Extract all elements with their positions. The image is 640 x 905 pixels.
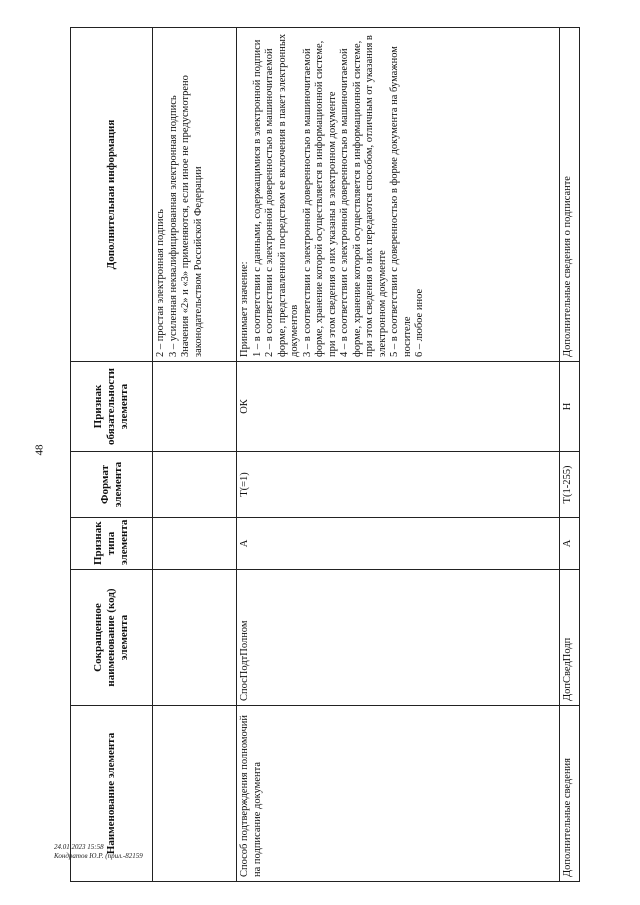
row3-format: Т(1-255) bbox=[560, 452, 580, 518]
table-row bbox=[237, 28, 560, 882]
page-number: 48 bbox=[33, 444, 46, 456]
row3-type: А bbox=[560, 518, 580, 570]
row3-info: Дополнительные сведения о подписанте bbox=[560, 28, 580, 362]
row3-code: ДопСведПодп bbox=[560, 570, 580, 706]
header-element-code: Сокращенное наименование (код) элемента bbox=[71, 570, 153, 706]
info-line: Принимает значение: bbox=[239, 261, 250, 357]
stamp-author: Кондратов Ю.Р. (прил.-82159 bbox=[54, 852, 143, 860]
row1-format bbox=[153, 452, 237, 518]
row2-code: СпосПодтПолном bbox=[237, 570, 560, 706]
header-element-name: Наименование элемента bbox=[71, 706, 153, 882]
header-element-required: Признак обязательности элемента bbox=[71, 362, 153, 452]
row2-format: Т(=1) bbox=[237, 452, 560, 518]
row2-name: Способ подтверждения полномочий на подписание документа bbox=[237, 706, 560, 882]
header-additional-info: Дополнительная информация bbox=[71, 28, 153, 362]
row1-name bbox=[153, 706, 237, 882]
row3-name: Дополнительные сведения bbox=[560, 706, 580, 882]
info-line: 1 – в соответствии с данными, содержащимися в электронной подписи bbox=[251, 39, 263, 357]
row3-required: Н bbox=[560, 362, 580, 452]
info-line: 5 – в соответствии с доверенностью в форме документа на бумажном носителе bbox=[389, 46, 413, 357]
element-table bbox=[70, 27, 580, 882]
header-element-type: Признак типа элемента bbox=[71, 518, 153, 570]
info-line: 2 – в соответствии с электронной доверенностью в машиночитаемой форме, представленной посредством ее включения в пакет электронных документов bbox=[264, 33, 300, 357]
info-line: 6 – любое иное bbox=[414, 288, 425, 357]
table-row bbox=[153, 28, 237, 882]
info-line: Значения «2» и «3» применяются, если иное не предусмотрено законодательством Российской Федерации bbox=[180, 75, 204, 357]
rotated-table-frame bbox=[70, 27, 580, 882]
info-line: 4 – в соответствии с электронной доверенностью в машиночитаемой форме, хранение которой осуществляется в информационной системе, при этом сведения о них передаются способом, отличным от указания в электронном документе bbox=[339, 35, 388, 357]
info-line: 2 – простая электронная подпись bbox=[155, 209, 166, 357]
table-header-row bbox=[71, 28, 153, 882]
row1-required bbox=[153, 362, 237, 452]
header-element-format: Формат элемента bbox=[71, 452, 153, 518]
info-line: 3 – в соответствии с электронной доверенностью в машиночитаемой форме, хранение которой осуществляется в информационной системе, при этом сведения о них указаны в электронном документе bbox=[301, 40, 338, 357]
row2-required: ОК bbox=[237, 362, 560, 452]
stamp-date: 24.01.2023 15:58 bbox=[54, 843, 104, 851]
table-row bbox=[560, 28, 580, 882]
row1-type bbox=[153, 518, 237, 570]
info-line: 3 – усиленная неквалифицированная электронная подпись bbox=[167, 95, 179, 357]
row1-code bbox=[153, 570, 237, 706]
row2-info bbox=[237, 28, 560, 362]
row1-info bbox=[153, 28, 237, 362]
row2-type: А bbox=[237, 518, 560, 570]
